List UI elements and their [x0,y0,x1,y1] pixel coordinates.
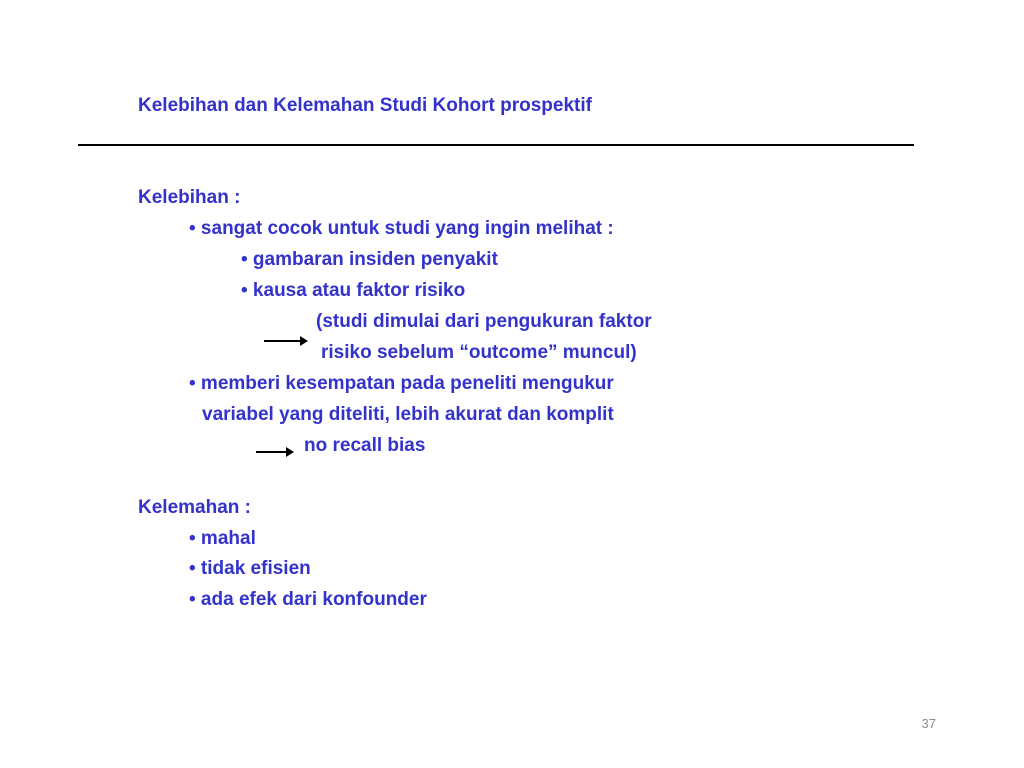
strengths-sub-bullet-1: • gambaran insiden penyakit [241,249,498,270]
strengths-sub-bullet-2: • kausa atau faktor risiko [241,280,466,301]
strengths-note-line-1: (studi dimulai dari pengukuran faktor [316,311,652,332]
strengths-bullet-2-note: no recall bias [304,435,426,456]
weaknesses-item: • ada efek dari konfounder [189,589,427,610]
strengths-bullet-2-line-2: variabel yang diteliti, lebih akurat dan komplit [202,404,614,425]
weaknesses-item: • tidak efisien [189,558,311,579]
title-divider [78,144,914,146]
right-arrow-icon [264,336,308,346]
weaknesses-item: • mahal [189,528,256,549]
page-number: 37 [921,716,936,731]
strengths-bullet-2-line-1: • memberi kesempatan pada peneliti mengukur [189,373,614,394]
strengths-note-line-2: risiko sebelum “outcome” muncul) [321,342,637,363]
strengths-bullet-1: • sangat cocok untuk studi yang ingin melihat : [189,218,614,239]
slide-title: Kelebihan dan Kelemahan Studi Kohort prospektif [138,95,592,116]
strengths-heading: Kelebihan : [138,187,241,208]
right-arrow-icon [256,447,294,457]
weaknesses-heading: Kelemahan : [138,497,251,518]
